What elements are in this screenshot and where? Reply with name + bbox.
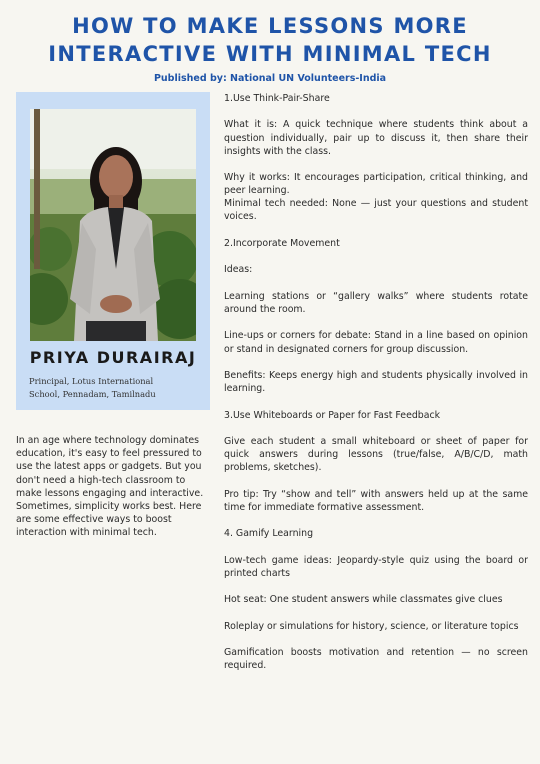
article-body bbox=[224, 92, 528, 686]
paragraph: Pro tip: Try “show and tell” with answers held up at the same time for immediate formative assessment. bbox=[224, 488, 528, 513]
portrait-illustration bbox=[30, 109, 196, 341]
author-name: PRIYA DURAIRAJ bbox=[29, 348, 197, 367]
page-title bbox=[0, 12, 540, 68]
paragraph: Minimal tech needed: None — just your questions and student voices. bbox=[224, 198, 528, 223]
paragraph: Benefits: Keeps energy high and students physically involved in learning. bbox=[224, 370, 528, 395]
paragraph: Ideas: bbox=[224, 264, 253, 276]
paragraph: What it is: A quick technique where students think about a question individually, pair up to discuss it, then share their insights with the class. bbox=[224, 119, 528, 157]
paragraph: Hot seat: One student answers while classmates give clues bbox=[224, 594, 503, 606]
paragraph: Why it works: It encourages participation, critical thinking, and peer learning. bbox=[224, 172, 528, 197]
section-heading-1: 1.Use Think-Pair-Share bbox=[224, 93, 330, 104]
paragraph: Give each student a small whiteboard or sheet of paper for quick answers during lessons (true/false, A/B/C/D, math problems, sketches). bbox=[224, 436, 528, 474]
title-line-2: INTERACTIVE WITH MINIMAL TECH bbox=[48, 42, 492, 66]
paragraph: Roleplay or simulations for history, science, or literature topics bbox=[224, 620, 519, 632]
section-heading-3: 3.Use Whiteboards or Paper for Fast Feedback bbox=[224, 409, 441, 421]
paragraph: Gamification boosts motivation and retention — no screen required. bbox=[224, 647, 528, 672]
intro-paragraph: In an age where technology dominates education, it's easy to feel pressured to use the latest apps or gadgets. But you don't need a high-tech classroom to make lessons engaging and interactive. Sometimes, simplicity works best. Here are some effective ways to boost interaction with minimal tech. bbox=[16, 435, 204, 539]
role-line-2: School, Pennadam, Tamilnadu bbox=[29, 389, 156, 399]
profile-card bbox=[16, 92, 210, 410]
role-line-1: Principal, Lotus International bbox=[29, 376, 154, 386]
paragraph: Line-ups or corners for debate: Stand in a line based on opinion or stand in designated corners for group discussion. bbox=[224, 330, 528, 355]
portrait-photo bbox=[30, 109, 196, 341]
section-heading-4: 4. Gamify Learning bbox=[224, 528, 314, 540]
title-line-1: HOW TO MAKE LESSONS MORE bbox=[72, 14, 468, 38]
author-role bbox=[29, 375, 201, 401]
section-heading-2: 2.Incorporate Movement bbox=[224, 237, 340, 249]
paragraph: Learning stations or “gallery walks” where students rotate around the room. bbox=[224, 290, 528, 315]
publisher-line: Published by: National UN Volunteers-India bbox=[153, 73, 387, 84]
paragraph: Low-tech game ideas: Jeopardy-style quiz using the board or printed charts bbox=[224, 554, 528, 579]
